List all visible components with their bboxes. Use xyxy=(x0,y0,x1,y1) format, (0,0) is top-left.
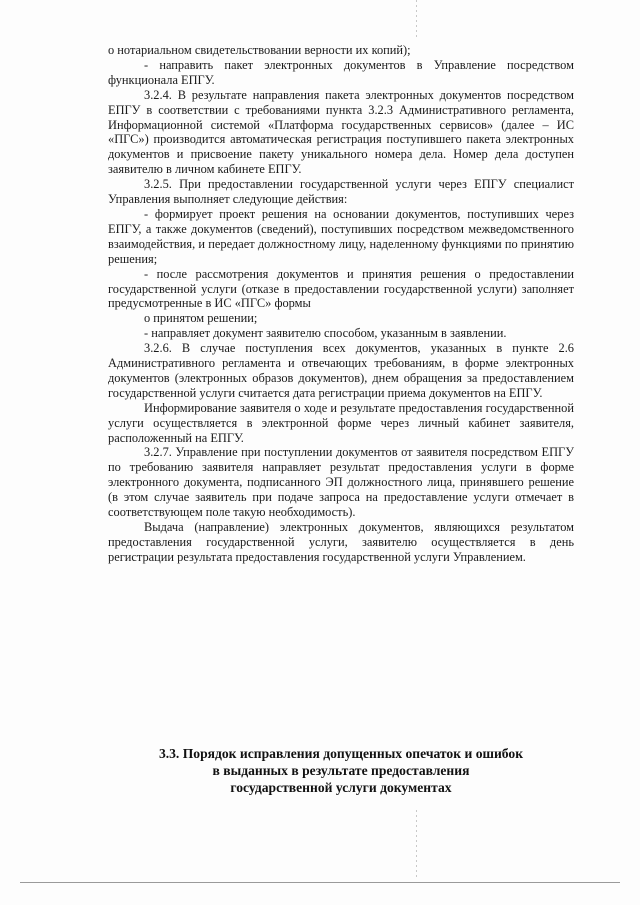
section-heading xyxy=(108,745,574,796)
paragraph: - направляет документ заявителю способом, указанным в заявлении. xyxy=(144,326,507,341)
paragraph: о принятом решении; xyxy=(144,311,258,326)
page-bottom-edge xyxy=(20,882,620,883)
paragraph: о нотариальном свидетельствовании верности их копий); xyxy=(108,43,411,57)
document-body xyxy=(108,43,574,565)
section-heading-line: в выданных в результате предоставления xyxy=(212,763,470,778)
scan-fold-mark xyxy=(416,810,417,880)
section-heading-line: государственной услуги документах xyxy=(230,780,452,795)
scan-fold-mark xyxy=(416,0,417,40)
paragraph: - направить пакет электронных документов в Управление посредством функционала ЕПГУ. xyxy=(108,57,574,87)
paragraph: - формирует проект решения на основании документов, поступивших через ЕПГУ, а также документов (сведений), поступивших посредством межведомственного взаимодействия, и передает должностному лицу, наделенному функциями по принятию решения; xyxy=(108,206,574,266)
section-heading-line: 3.3. Порядок исправления допущенных опечаток и ошибок xyxy=(158,746,524,761)
paragraph: 3.2.6. В случае поступления всех документов, указанных в пункте 2.6 Административного регламента и отвечающих требованиям, в форме электронных документов (электронных образов документов), днем обращения за предоставлением государственной услуги считается дата регистрации приема документов на ЕПГУ. xyxy=(108,341,574,400)
paragraph: 3.2.5. При предоставлении государственной услуги через ЕПГУ специалист Управления выполняет следующие действия: xyxy=(108,177,574,207)
paragraph: - после рассмотрения документов и принятия решения о предоставлении государственной услуги (отказе в предоставлении государственной услуги) заполняет предусмотренные в ИС «ПГС» формы xyxy=(108,266,574,311)
paragraph: 3.2.7. Управление при поступлении документов от заявителя посредством ЕПГУ по требованию заявителя направляет результат предоставления услуги в форме электронного документа, подписанного ЭП должностного лица, принявшего решение (в этом случае заявитель при подаче запроса на предоставление услуги отмечает в соответствующем поле такую необходимость). xyxy=(108,445,574,520)
paragraph: 3.2.4. В результате направления пакета электронных документов посредством ЕПГУ в соответствии с требованиями пункта 3.2.3 Административного регламента, Информационной системой «Платформа государственных сервисов» (далее – ИС «ПГС») производится автоматическая регистрация поступившего пакета электронных документов и присвоение пакету уникального номера дела. Номер дела доступен заявителю в личном кабинете ЕПГУ. xyxy=(108,87,574,177)
paragraph: Выдача (направление) электронных документов, являющихся результатом предоставления государственной услуги, заявителю осуществляется в день регистрации результата предоставления государственной услуги Управлением. xyxy=(108,520,574,564)
paragraph: Информирование заявителя о ходе и результате предоставления государственной услуги осуществляется в электронной форме через личный кабинет заявителя, расположенный на ЕПГУ. xyxy=(108,400,574,445)
